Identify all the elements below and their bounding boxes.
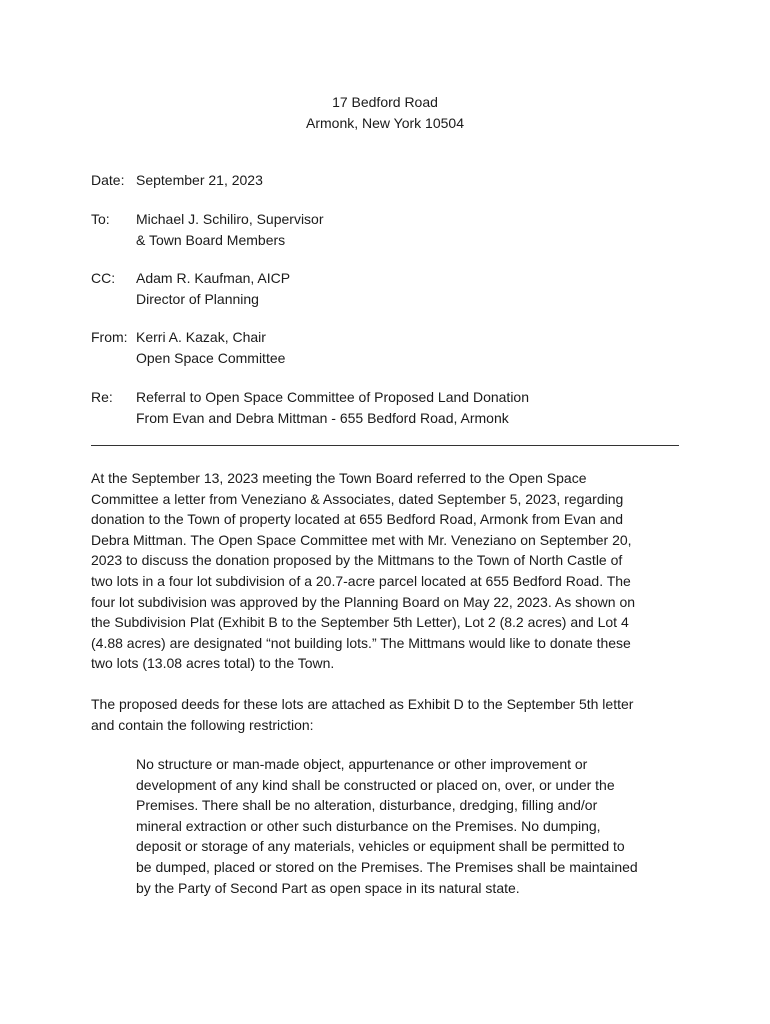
paragraph-line: (4.88 acres) are designated “not building lots.” The Mittmans would like to donate these (91, 634, 631, 651)
paragraph-line: The proposed deeds for these lots are attached as Exhibit D to the September 5th letter (91, 696, 634, 712)
quote-line: Premises. There shall be no alteration, disturbance, dredging, filling and/or (136, 797, 598, 814)
deed-restriction-quote (136, 754, 681, 898)
letterhead-address (0, 92, 770, 133)
memo-re-value (136, 387, 529, 428)
address-line-1: 17 Bedford Road (332, 94, 438, 110)
memo-from-line: Open Space Committee (136, 349, 286, 366)
paragraph-line: and contain the following restriction: (91, 716, 314, 733)
memo-date-value (136, 170, 263, 191)
memo-cc-value (136, 268, 290, 309)
memo-date-label: Date: (91, 172, 125, 188)
quote-line: development of any kind shall be constructed or placed on, over, or under the (136, 776, 615, 793)
memo-from-line: Kerri A. Kazak, Chair (136, 329, 266, 345)
paragraph-line: donation to the Town of property located at 655 Bedford Road, Armonk from Evan and (91, 511, 624, 528)
memo-to-line: Michael J. Schiliro, Supervisor (136, 211, 324, 227)
quote-line: mineral extraction or other such disturbance on the Premises. No dumping, (136, 817, 601, 834)
quote-line: be dumped, placed or stored on the Premises. The Premises shall be maintained (136, 858, 638, 875)
quote-line: by the Party of Second Part as open space in its natural state. (136, 879, 520, 896)
paragraph-line: 2023 to discuss the donation proposed by the Mittmans to the Town of North Castle of (91, 552, 623, 569)
memo-re-label: Re: (91, 389, 113, 405)
memo-from-value (136, 327, 285, 368)
paragraph-line: Debra Mittman. The Open Space Committee met with Mr. Veneziano on September 20, (91, 531, 632, 548)
memo-cc-line: Adam R. Kaufman, AICP (136, 270, 291, 286)
memo-to-line: & Town Board Members (136, 231, 286, 248)
paragraph-line: At the September 13, 2023 meeting the Town Board referred to the Open Space (91, 470, 587, 486)
memo-to-label: To: (91, 211, 110, 227)
memo-cc-line: Director of Planning (136, 290, 259, 307)
memo-cc-label: CC: (91, 270, 116, 286)
header-divider (91, 445, 679, 446)
paragraph-line: the Subdivision Plat (Exhibit B to the September 5th Letter), Lot 2 (8.2 acres) and Lot 4 (91, 614, 629, 631)
quote-line: deposit or storage of any materials, vehicles or equipment shall be permitted to (136, 838, 625, 855)
memo-re-line: Referral to Open Space Committee of Proposed Land Donation (136, 389, 530, 405)
memo-to-value (136, 209, 324, 250)
address-line-2: Armonk, New York 10504 (306, 114, 464, 131)
body-paragraph-1 (91, 468, 681, 674)
paragraph-line: two lots (13.08 acres total) to the Town. (91, 655, 335, 672)
body-paragraph-2 (91, 694, 681, 735)
paragraph-line: four lot subdivision was approved by the Planning Board on May 22, 2023. As shown on (91, 593, 636, 610)
paragraph-line: two lots in a four lot subdivision of a 20.7-acre parcel located at 655 Bedford Road. The (91, 572, 631, 589)
paragraph-line: Committee a letter from Veneziano & Associates, dated September 5, 2023, regarding (91, 490, 624, 507)
memo-from-label: From: (91, 329, 128, 345)
memo-re-line: From Evan and Debra Mittman - 655 Bedford Road, Armonk (136, 409, 509, 426)
quote-line: No structure or man-made object, appurtenance or other improvement or (136, 756, 588, 772)
memo-date-line: September 21, 2023 (136, 172, 263, 188)
